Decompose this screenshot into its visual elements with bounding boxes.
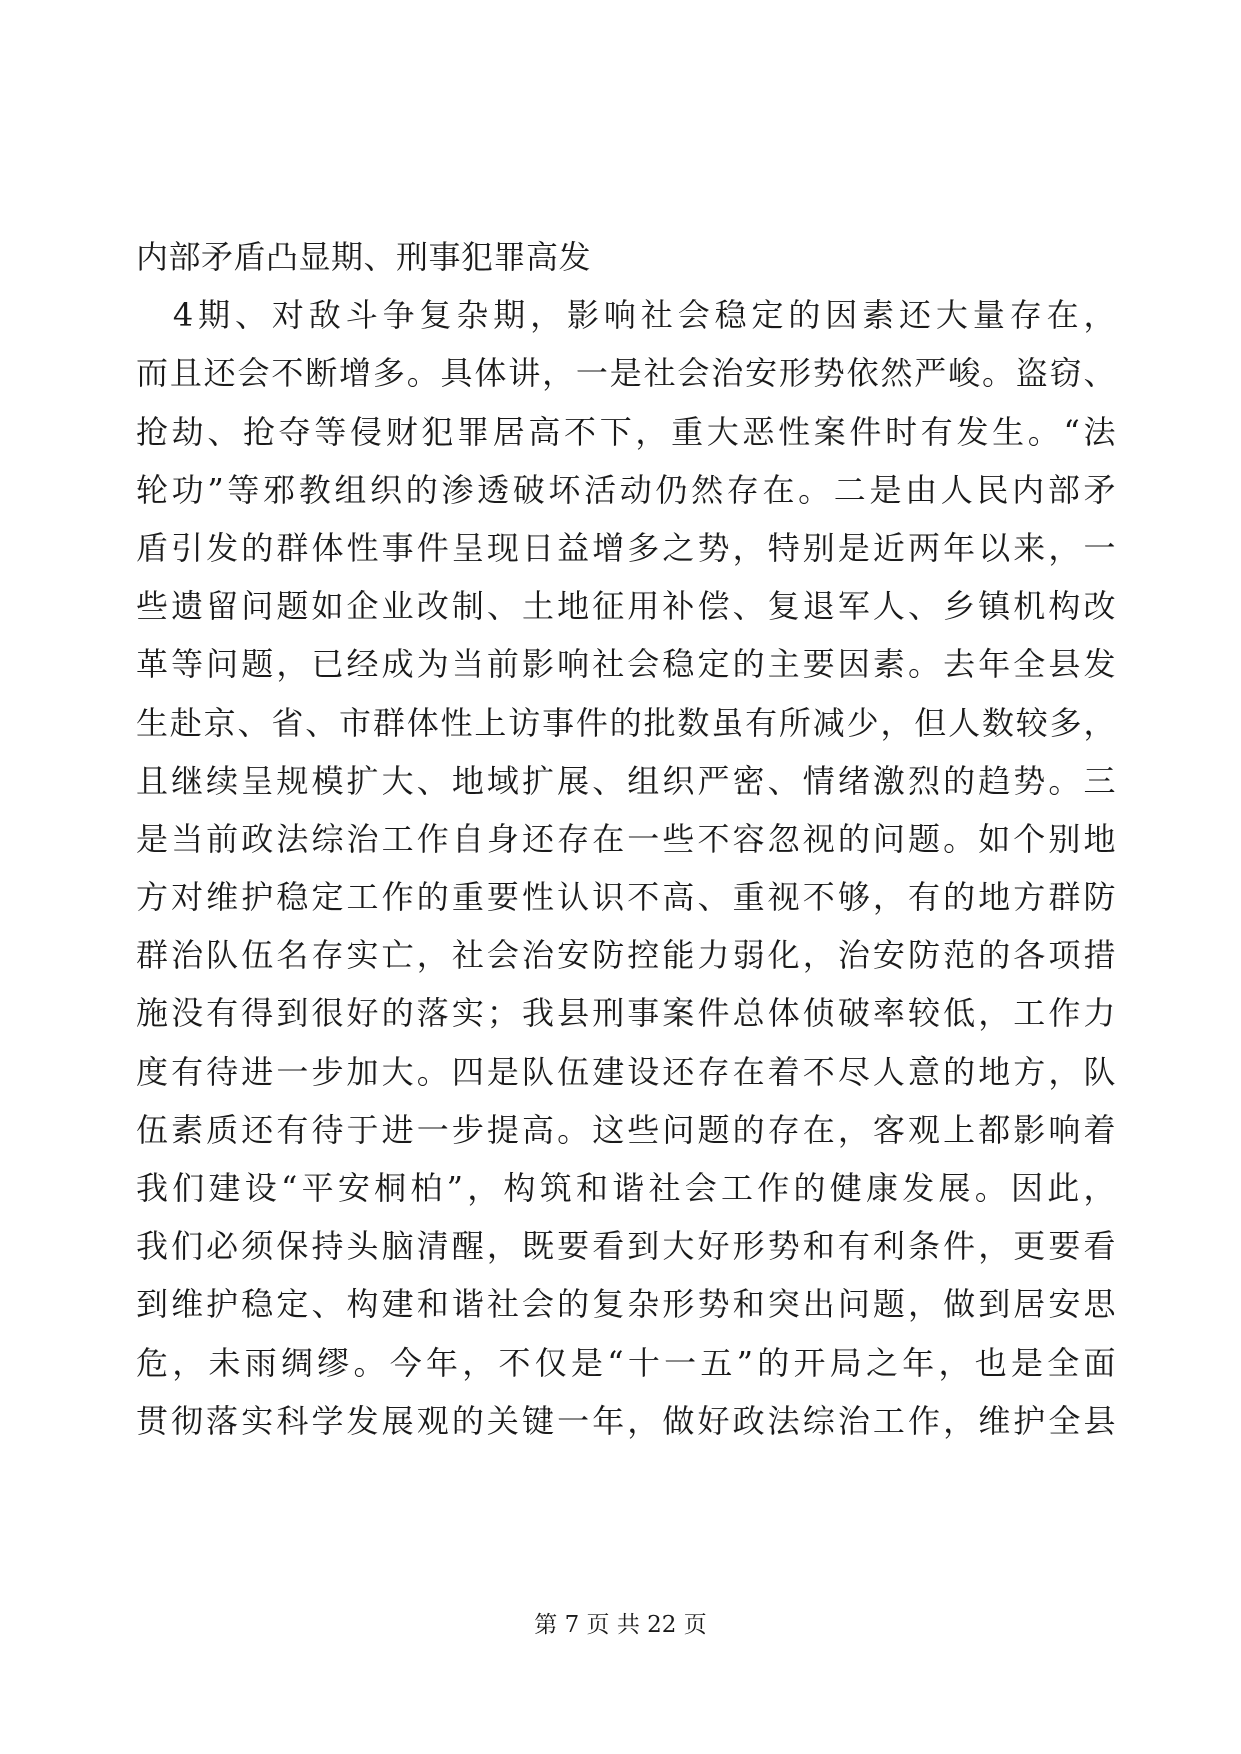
- text-line: 群治队伍名存实亡，社会治安防控能力弱化，治安防范的各项措: [136, 936, 1116, 975]
- text-line: 内部矛盾凸显期、刑事犯罪高发: [136, 238, 592, 276]
- text-line: 4期、对敌斗争复杂期，影响社会稳定的因素还大量存在，: [136, 296, 1116, 335]
- text-line: 革等问题，已经成为当前影响社会稳定的主要因素。去年全县发: [136, 645, 1116, 684]
- text-line: 到维护稳定、构建和谐社会的复杂形势和突出问题，做到居安思: [136, 1285, 1116, 1324]
- text-line: 是当前政法综治工作自身还存在一些不容忽视的问题。如个别地: [136, 819, 1116, 858]
- text-line: 盾引发的群体性事件呈现日益增多之势，特别是近两年以来，一: [136, 528, 1116, 567]
- text-line: 些遗留问题如企业改制、土地征用补偿、复退军人、乡镇机构改: [136, 587, 1116, 626]
- text-line: 危，未雨绸缪。今年，不仅是“十一五”的开局之年，也是全面: [136, 1343, 1116, 1382]
- text-line: 方对维护稳定工作的重要性认识不高、重视不够，有的地方群防: [136, 878, 1116, 917]
- text-line: 生赴京、省、市群体性上访事件的批数虽有所减少，但人数较多，: [136, 703, 1116, 742]
- text-line: 且继续呈规模扩大、地域扩展、组织严密、情绪激烈的趋势。三: [136, 761, 1116, 800]
- text-line: 抢劫、抢夺等侵财犯罪居高不下，重大恶性案件时有发生。“法: [136, 412, 1116, 451]
- text-line: 我们必须保持头脑清醒，既要看到大好形势和有利条件，更要看: [136, 1227, 1116, 1266]
- text-line: 而且还会不断增多。具体讲，一是社会治安形势依然严峻。盗窃、: [136, 354, 1116, 393]
- page-number-footer: 第 7 页 共 22 页: [534, 1612, 707, 1638]
- text-line: 我们建设“平安桐柏”，构筑和谐社会工作的健康发展。因此，: [136, 1169, 1116, 1207]
- text-line: 度有待进一步加大。四是队伍建设还存在着不尽人意的地方，队: [136, 1052, 1116, 1091]
- text-line: 施没有得到很好的落实；我县刑事案件总体侦破率较低，工作力: [136, 994, 1116, 1033]
- text-line: 伍素质还有待于进一步提高。这些问题的存在，客观上都影响着: [136, 1110, 1116, 1149]
- text-line: 贯彻落实科学发展观的关键一年，做好政法综治工作，维护全县: [136, 1401, 1116, 1440]
- text-line: 轮功”等邪教组织的渗透破坏活动仍然存在。二是由人民内部矛: [136, 470, 1116, 509]
- body-text: [136, 228, 1116, 1450]
